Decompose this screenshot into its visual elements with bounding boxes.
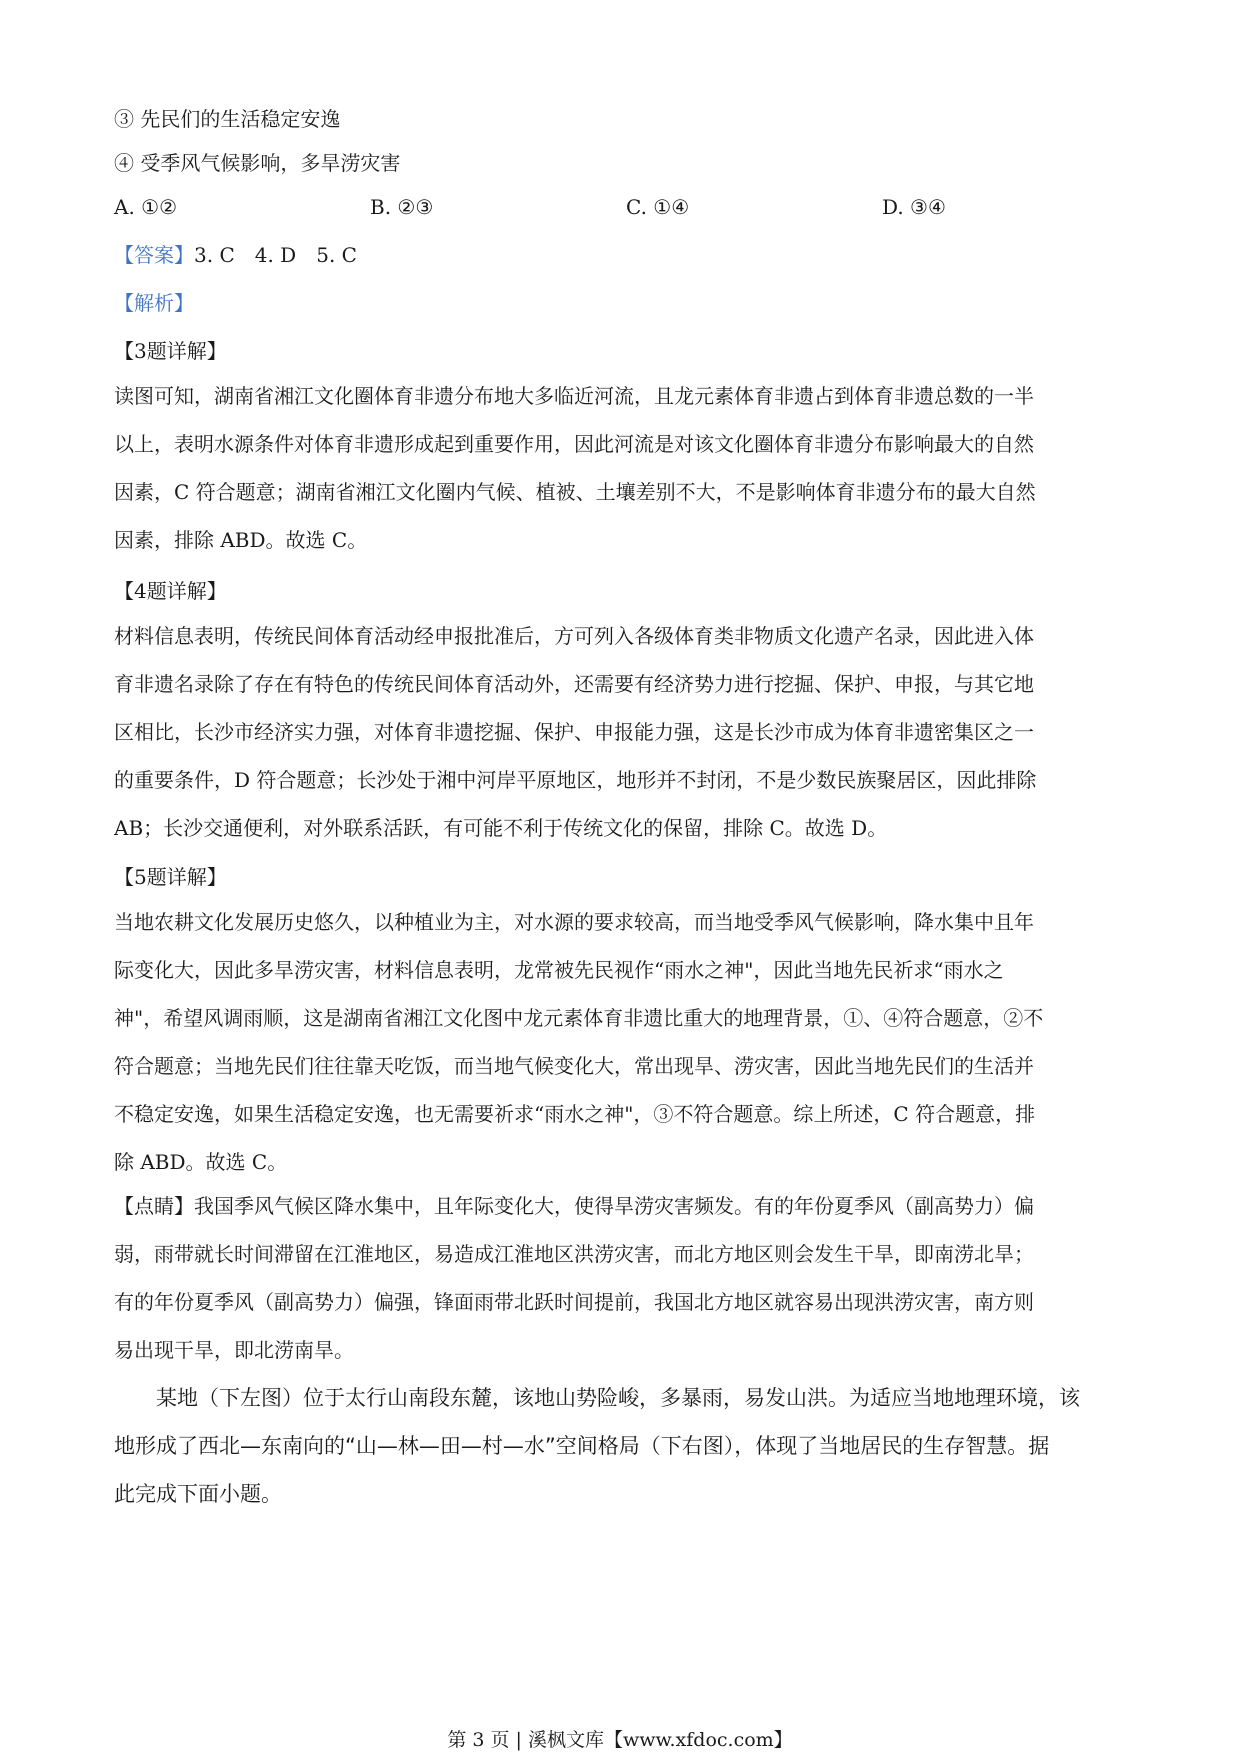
tip-section <box>114 1182 1126 1374</box>
question-intro <box>114 1374 1134 1518</box>
text-line: 神"，希望风调雨顺，这是湖南省湘江文化图中龙元素体育非遗比重大的地理背景，①、④符合题意，②不 <box>114 1006 1044 1030</box>
choice-c: C. ①④ <box>626 195 690 219</box>
choice-d: D. ③④ <box>882 195 946 219</box>
text-line: AB；长沙交通便利，对外联系活跃，有可能不利于传统文化的保留，排除 C。故选 D。 <box>114 816 888 840</box>
analysis-label: 【解析】 <box>114 291 194 315</box>
text-line: 某地（下左图）位于太行山南段东麓，该地山势险峻，多暴雨，易发山洪。为适应当地地理环境，该 <box>114 1386 1080 1410</box>
q5-explanation <box>114 898 1126 1186</box>
text-line: 此完成下面小题。 <box>114 1482 282 1506</box>
choice-a: A. ①② <box>114 195 178 219</box>
text-line: 区相比，长沙市经济实力强，对体育非遗挖掘、保护、申报能力强，这是长沙市成为体育非遗密集区之一 <box>114 720 1034 744</box>
q4-heading: 【4题详解】 <box>114 579 227 603</box>
text-line: 有的年份夏季风（副高势力）偏强，锋面雨带北跃时间提前，我国北方地区就容易出现洪涝灾害，南方则 <box>114 1290 1034 1314</box>
text-line: 育非遗名录除了存在有特色的传统民间体育活动外，还需要有经济势力进行挖掘、保护、申报，与其它地 <box>114 672 1034 696</box>
text-line: 际变化大，因此多旱涝灾害，材料信息表明，龙常被先民视作“雨水之神"，因此当地先民祈求“雨水之 <box>114 958 1004 982</box>
text-line: 弱，雨带就长时间滞留在江淮地区，易造成江淮地区洪涝灾害，而北方地区则会发生干旱，即南涝北旱； <box>114 1242 1034 1266</box>
option-item-3: ③ 先民们的生活稳定安逸 <box>114 107 341 131</box>
choice-b: B. ②③ <box>370 195 434 219</box>
answer-text: 3. C 4. D 5. C <box>194 243 357 267</box>
page-footer: 第 3 页 | 溪枫文库【www.xfdoc.com】 <box>447 1729 793 1751</box>
option-item-4: ④ 受季风气候影响，多旱涝灾害 <box>114 151 401 175</box>
text-line: 当地农耕文化发展历史悠久，以种植业为主，对水源的要求较高，而当地受季风气候影响，降水集中且年 <box>114 910 1034 934</box>
text-line: 易出现干旱，即北涝南旱。 <box>114 1338 354 1362</box>
q3-heading: 【3题详解】 <box>114 339 227 363</box>
answer-label: 【答案】 <box>114 243 194 267</box>
q4-explanation <box>114 612 1126 852</box>
text-line: 读图可知，湖南省湘江文化圈体育非遗分布地大多临近河流，且龙元素体育非遗占到体育非遗总数的一半 <box>114 384 1034 408</box>
text-line: 符合题意；当地先民们往往靠天吃饭，而当地气候变化大，常出现旱、涝灾害，因此当地先民们的生活并 <box>114 1054 1034 1078</box>
q3-explanation <box>114 372 1126 564</box>
text-line: 不稳定安逸，如果生活稳定安逸，也无需要祈求“雨水之神"，③不符合题意。综上所述，C 符合题意，排 <box>114 1102 1036 1126</box>
text-line: 因素，C 符合题意；湖南省湘江文化圈内气候、植被、土壤差别不大，不是影响体育非遗分布的最大自然 <box>114 480 1036 504</box>
answer-line <box>114 242 357 268</box>
text-line: 【点睛】我国季风气候区降水集中，且年际变化大，使得旱涝灾害频发。有的年份夏季风（副高势力）偏 <box>114 1194 1034 1218</box>
text-line: 以上，表明水源条件对体育非遗形成起到重要作用，因此河流是对该文化圈体育非遗分布影响最大的自然 <box>114 432 1034 456</box>
text-line: 地形成了西北—东南向的“山—林—田—村—水”空间格局（下右图），体现了当地居民的生存智慧。据 <box>114 1434 1050 1458</box>
text-line: 的重要条件，D 符合题意；长沙处于湘中河岸平原地区，地形并不封闭，不是少数民族聚居区，因此排除 <box>114 768 1037 792</box>
text-line: 材料信息表明，传统民间体育活动经申报批准后，方可列入各级体育类非物质文化遗产名录，因此进入体 <box>114 624 1034 648</box>
text-line: 除 ABD。故选 C。 <box>114 1150 288 1174</box>
q5-heading: 【5题详解】 <box>114 865 227 889</box>
text-line: 因素，排除 ABD。故选 C。 <box>114 528 368 552</box>
